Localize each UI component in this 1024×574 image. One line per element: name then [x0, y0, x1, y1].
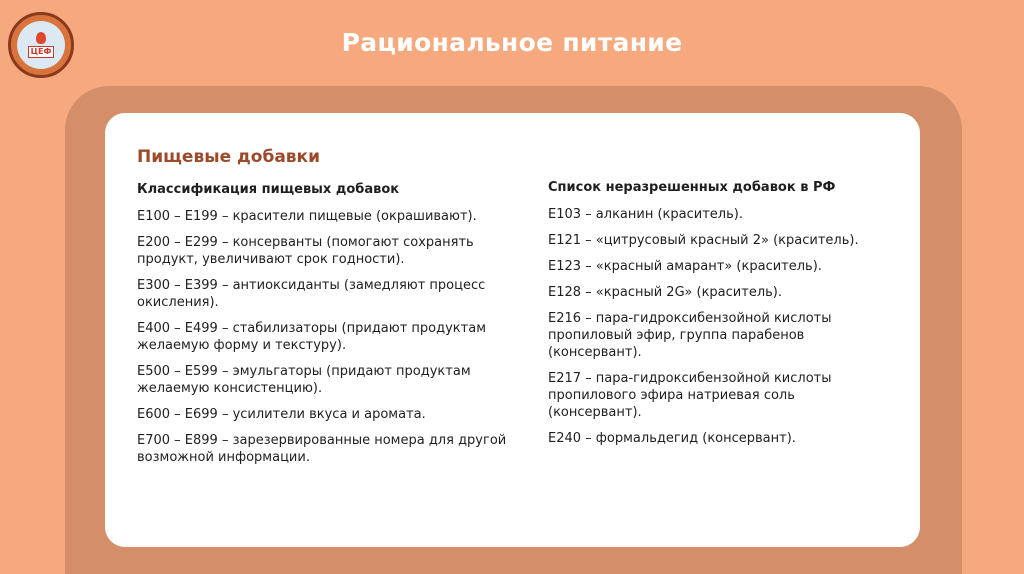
- list-item: Е103 – алканин (краситель).: [548, 207, 743, 222]
- banned-additives-heading: Список неразрешенных добавок в РФ: [548, 180, 836, 195]
- banned-additives-column: [548, 179, 878, 456]
- list-item: Е100 – Е199 – красители пищевые (окрашивают).: [137, 209, 477, 224]
- list-item: Е300 – Е399 – антиоксиданты (замедляют процесс окисления).: [137, 278, 486, 310]
- list-item: Е700 – Е899 – зарезервированные номера для другой возможной информации.: [137, 433, 507, 465]
- list-item: Е600 – Е699 – усилители вкуса и аромата.: [137, 407, 426, 422]
- list-item: Е121 – «цитрусовый красный 2» (краситель).: [548, 233, 859, 248]
- section-title: Пищевые добавки: [137, 147, 320, 167]
- list-item: Е216 – пара-гидроксибензойной кислоты пропиловый эфир, группа парабенов (консервант).: [548, 311, 832, 360]
- list-item: Е128 – «красный 2G» (краситель).: [548, 285, 782, 300]
- list-item: Е217 – пара-гидроксибензойной кислоты пропилового эфира натриевая соль (консервант).: [548, 371, 832, 420]
- emblem-badge: ЦЕФ: [28, 46, 55, 58]
- list-item: Е240 – формальдегид (консервант).: [548, 431, 796, 446]
- classification-heading: Классификация пищевых добавок: [137, 182, 400, 197]
- list-item: Е200 – Е299 – консерванты (помогают сохранять продукт, увеличивают срок годности).: [137, 235, 474, 267]
- list-item: Е123 – «красный амарант» (краситель).: [548, 259, 822, 274]
- list-item: Е500 – Е599 – эмульгаторы (придают продуктам желаемую консистенцию).: [137, 364, 471, 396]
- page-title: Рациональное питание: [341, 28, 683, 57]
- classification-column: [137, 181, 522, 475]
- list-item: Е400 – Е499 – стабилизаторы (придают продуктам желаемую форму и текстуру).: [137, 321, 487, 353]
